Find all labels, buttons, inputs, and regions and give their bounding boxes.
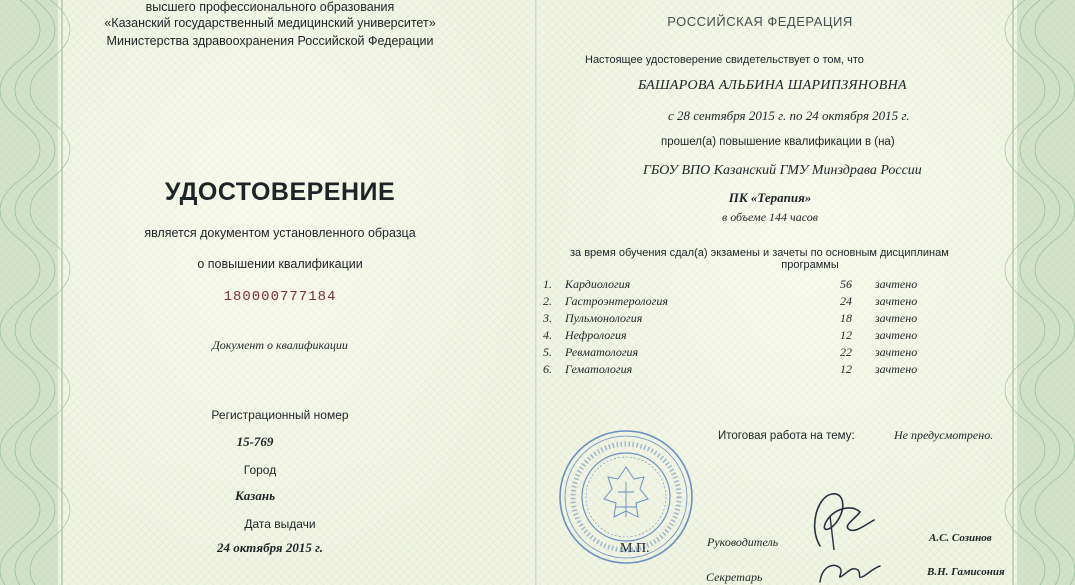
certifies-text: Настоящее удостоверение свидетельствует о том, что [585,54,864,66]
discipline-hours: 22 [840,345,852,359]
left-page [0,0,537,585]
secretary-signature [812,556,882,585]
final-work-label: Итоговая работа на тему: [718,430,855,442]
discipline-name: Нефрология [565,328,627,342]
city-value: Казань [234,488,276,503]
discipline-grade: зачтено [875,311,918,325]
discipline-grade: зачтено [875,294,918,308]
head-label: Руководитель [707,535,779,549]
registration-label: Регистрационный номер [211,408,349,422]
discipline-hours: 12 [840,328,852,342]
discipline-name: Гематология [565,362,633,376]
head-name: А.С. Созинов [929,532,992,544]
issue-date-label: Дата выдачи [244,517,316,531]
discipline-row [543,362,963,379]
discipline-grade: зачтено [875,328,918,342]
person-name: БАШАРОВА АЛЬБИНА ШАРИПЗЯНОВНА [638,78,907,93]
issuer-line-3: Министерства здравоохранения Российской Федерации [106,34,434,48]
discipline-row [543,277,963,294]
issuer-line-2: «Казанский государственный медицинский университет» [104,16,436,30]
discipline-name: Гастроэнтерология [565,294,668,308]
discipline-row [543,294,963,311]
discipline-name: Пульмонология [565,311,643,325]
secretary-label: Секретарь [706,570,763,584]
discipline-number: 4. [543,328,552,342]
discipline-number: 1. [543,277,552,291]
program-volume: в объеме 144 часов [722,210,818,224]
discipline-hours: 24 [840,294,852,308]
discipline-grade: зачтено [875,345,918,359]
exams-text-line-1: за время обучения сдал(а) экзамены и зачеты по основным дисциплинам [570,247,949,259]
subtitle-line-2: о повышении квалификации [197,257,363,271]
study-period: с 28 сентября 2015 г. по 24 октября 2015 г. [668,108,910,123]
discipline-hours: 12 [840,362,852,376]
secretary-name: В.Н. Гамисония [927,566,1005,578]
institution-name: ГБОУ ВПО Казанский ГМУ Минздрава России [643,163,922,178]
left-guilloche-border [0,0,90,585]
country-name: РОССИЙСКАЯ ФЕДЕРАЦИЯ [667,14,853,29]
discipline-number: 3. [543,311,552,325]
seal-place-mark: М.П. [620,541,650,556]
discipline-row [543,311,963,328]
discipline-grade: зачтено [875,362,918,376]
discipline-number: 6. [543,362,552,376]
discipline-grade: зачтено [875,277,918,291]
final-work-value: Не предусмотрено. [894,428,994,442]
subtitle-line-1: является документом установленного образца [144,226,416,240]
discipline-row [543,345,963,362]
discipline-number: 2. [543,294,552,308]
right-guilloche-border [985,0,1075,585]
discipline-hours: 18 [840,311,852,325]
discipline-number: 5. [543,345,552,359]
city-label: Город [243,463,277,477]
serial-number: 180000777184 [223,289,337,305]
document-type: Документ о квалификации [212,338,348,352]
exams-text-line-2: программы [781,259,839,271]
discipline-hours: 56 [840,277,852,291]
program-name: ПК «Терапия» [728,190,812,205]
issue-date-value: 24 октября 2015 г. [216,540,324,555]
discipline-name: Ревматология [565,345,639,359]
passed-training-text: прошел(а) повышение квалификации в (на) [661,136,895,148]
document-title: УДОСТОВЕРЕНИЕ [164,178,396,206]
issuer-line-1: высшего профессионального образования [145,0,395,14]
registration-number: 15-769 [236,434,274,449]
discipline-row [543,328,963,345]
head-signature [790,486,880,556]
discipline-name: Кардиология [565,277,631,291]
